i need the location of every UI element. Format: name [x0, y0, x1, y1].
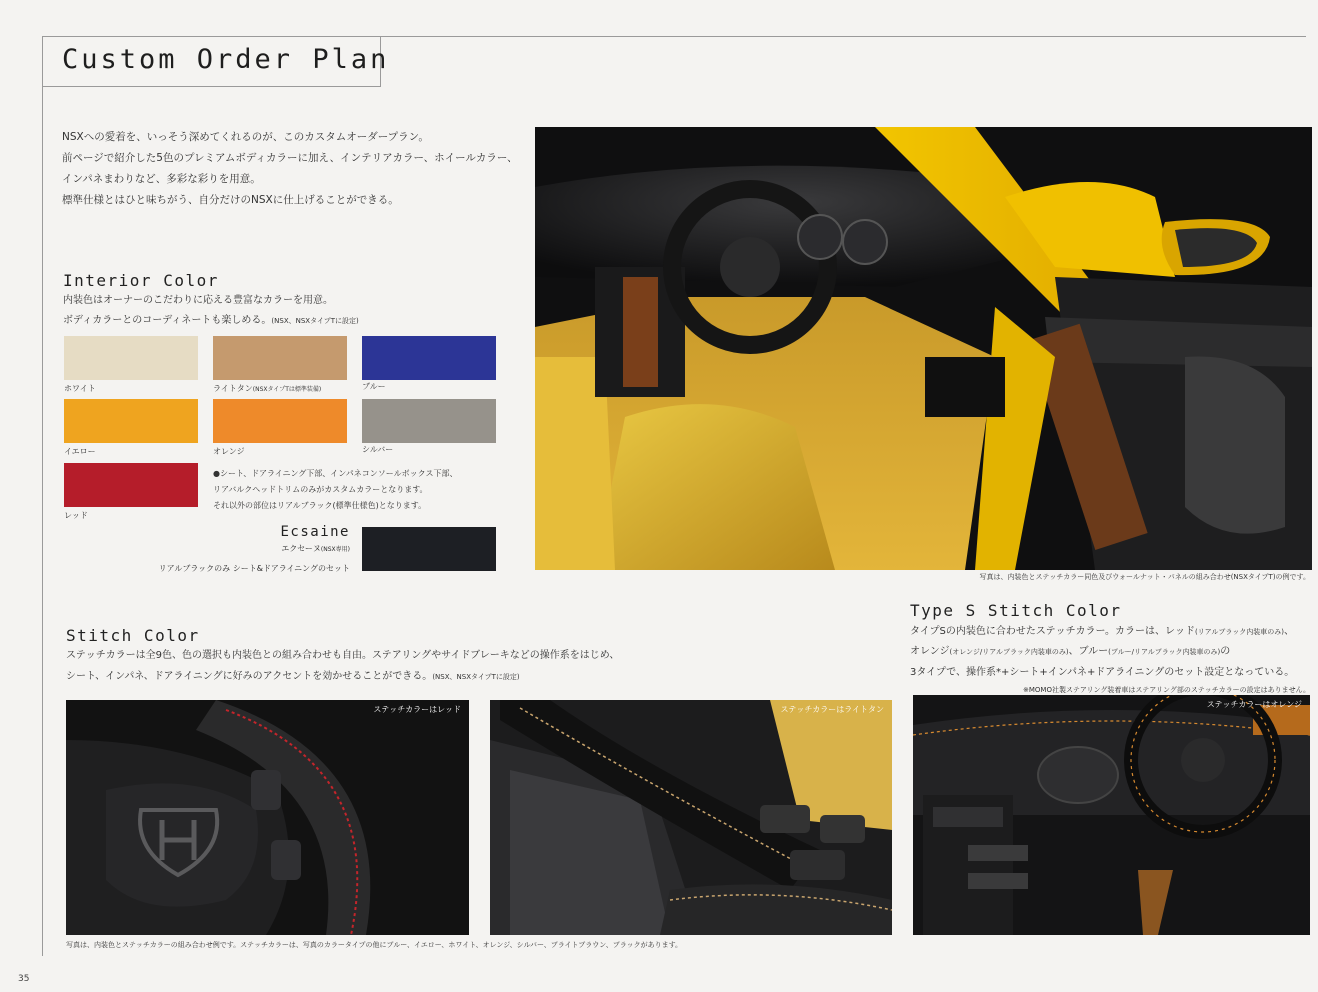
interior-notes [213, 466, 458, 514]
frame-left-line [42, 36, 43, 956]
swatch-label-orange: オレンジ [213, 447, 245, 456]
type-s-line2-note1: (オレンジ/リアルブラック内装車のみ) [949, 648, 1069, 656]
type-s-line2-note2: (ブルー/リアルブラック内装車のみ) [1108, 648, 1221, 656]
interior-photo-caption: 写真は、内装色とステッチカラー同色及びウォールナット・パネルの組み合わせ(NSXタイプT)の例です。 [979, 573, 1310, 581]
type-s-line1 [910, 622, 1294, 642]
type-s-line2-b: 、ブルー [1068, 646, 1109, 657]
interior-line2-text: ボディカラーとのコーディネートも楽しめる。 [63, 315, 272, 326]
type-s-line2-a: オレンジ [910, 646, 950, 657]
ecsaine-sub-text: エクセーヌ [281, 544, 321, 553]
swatch-silver[interactable] [362, 399, 496, 443]
type-s-line2-c: の [1220, 646, 1231, 657]
swatch-label-light-tan-text: ライトタン [213, 384, 253, 393]
interior-note-line: ●シート、ドアライニング下部、インパネコンソールボックス下部、 [213, 469, 458, 478]
page-number: 35 [18, 974, 30, 984]
interior-note-line: それ以外の部位はリアルブラック(標準仕様色)となります。 [213, 501, 427, 510]
stitch-orange-photo [913, 695, 1310, 935]
type-s-footnote: ※MOMO社製ステアリング装着車はステアリング部のステッチカラーの設定はありません。 [1023, 686, 1310, 694]
stitch-orange-illustration [913, 695, 1310, 935]
swatch-label-red: レッド [64, 511, 88, 520]
swatch-yellow[interactable] [64, 399, 198, 443]
ecsaine-desc: リアルブラックのみ シート&ドアライニングのセット [158, 564, 350, 573]
intro-text [62, 127, 518, 211]
type-s-line1-note: (リアルブラック内装車のみ) [1194, 628, 1284, 636]
swatch-light-tan[interactable] [213, 336, 347, 380]
interior-line2-note: (NSX、NSXタイプTに設定) [271, 317, 359, 325]
type-s-line2 [910, 642, 1230, 662]
swatch-blue[interactable] [362, 336, 496, 380]
swatch-label-blue: ブルー [362, 382, 386, 391]
stitch-red-illustration [66, 700, 469, 935]
ecsaine-sub [281, 543, 350, 554]
stitch-line2-text: シート、インパネ、ドアライニングに好みのアクセントを効かせることができる。 [66, 671, 433, 682]
intro-line: インパネまわりなど、多彩な彩りを用意。 [62, 173, 261, 185]
swatch-orange[interactable] [213, 399, 347, 443]
stitch-light-tan-illustration [490, 700, 892, 935]
interior-note-line: リアバルクヘッドトリムのみがカスタムカラーとなります。 [213, 485, 428, 494]
stitch-heading: Stitch Color [66, 626, 200, 645]
swatch-label-white: ホワイト [64, 384, 96, 393]
swatch-ecsaine-black[interactable] [362, 527, 496, 571]
swatch-white[interactable] [64, 336, 198, 380]
stitch-orange-tag: ステッチカラーはオレンジ [1206, 700, 1302, 709]
type-s-line1-end: 、 [1284, 626, 1294, 637]
type-s-line1-text: タイプSの内装色に合わせたステッチカラー。カラーは、レッド [910, 626, 1195, 637]
swatch-label-light-tan-note: (NSXタイプTは標準装備) [252, 386, 322, 393]
type-s-line3: 3タイプで、操作系*+シート+インパネ+ドアライニングのセット設定となっている。 [910, 667, 1295, 678]
stitch-caption: 写真は、内装色とステッチカラーの組み合わせ例です。ステッチカラーは、写真のカラータイプの他にブルー、イエロー、ホワイト、オレンジ、シルバー、ブライトブラウン、ブラックがあります。 [66, 941, 683, 949]
page-title: Custom Order Plan [62, 44, 390, 75]
type-s-heading: Type S Stitch Color [910, 601, 1122, 620]
stitch-red-tag: ステッチカラーはレッド [373, 705, 461, 714]
stitch-light-tan-tag: ステッチカラーはライトタン [780, 705, 884, 714]
intro-line: NSXへの愛着を、いっそう深めてくれるのが、このカスタムオーダープラン。 [62, 131, 429, 143]
stitch-light-tan-photo [490, 700, 892, 935]
swatch-red[interactable] [64, 463, 198, 507]
stitch-line1: ステッチカラーは全9色、色の選択も内装色との組み合わせも自由。ステアリングやサイドブレーキなどの操作系をはじめ、 [66, 650, 620, 661]
swatch-label-yellow: イエロー [64, 447, 96, 456]
stitch-red-photo [66, 700, 469, 935]
ecsaine-heading: Ecsaine [280, 524, 350, 540]
stitch-line2 [66, 667, 520, 687]
interior-line2 [63, 311, 359, 331]
swatch-label-silver: シルバー [362, 445, 394, 454]
interior-line1: 内装色はオーナーのこだわりに応える豊富なカラーを用意。 [63, 295, 333, 306]
interior-photo-illustration [535, 127, 1312, 570]
stitch-line2-note: (NSX、NSXタイプTに設定) [432, 673, 520, 681]
swatch-label-light-tan [213, 383, 321, 394]
intro-line: 標準仕様とはひと味ちがう、自分だけのNSXに仕上げることができる。 [62, 194, 399, 206]
interior-heading: Interior Color [63, 271, 219, 290]
ecsaine-sub-note: (NSX専用) [320, 546, 350, 553]
intro-line: 前ページで紹介した5色のプレミアムボディカラーに加え、インテリアカラー、ホイールカラー、 [62, 152, 518, 164]
interior-photo [535, 127, 1312, 570]
